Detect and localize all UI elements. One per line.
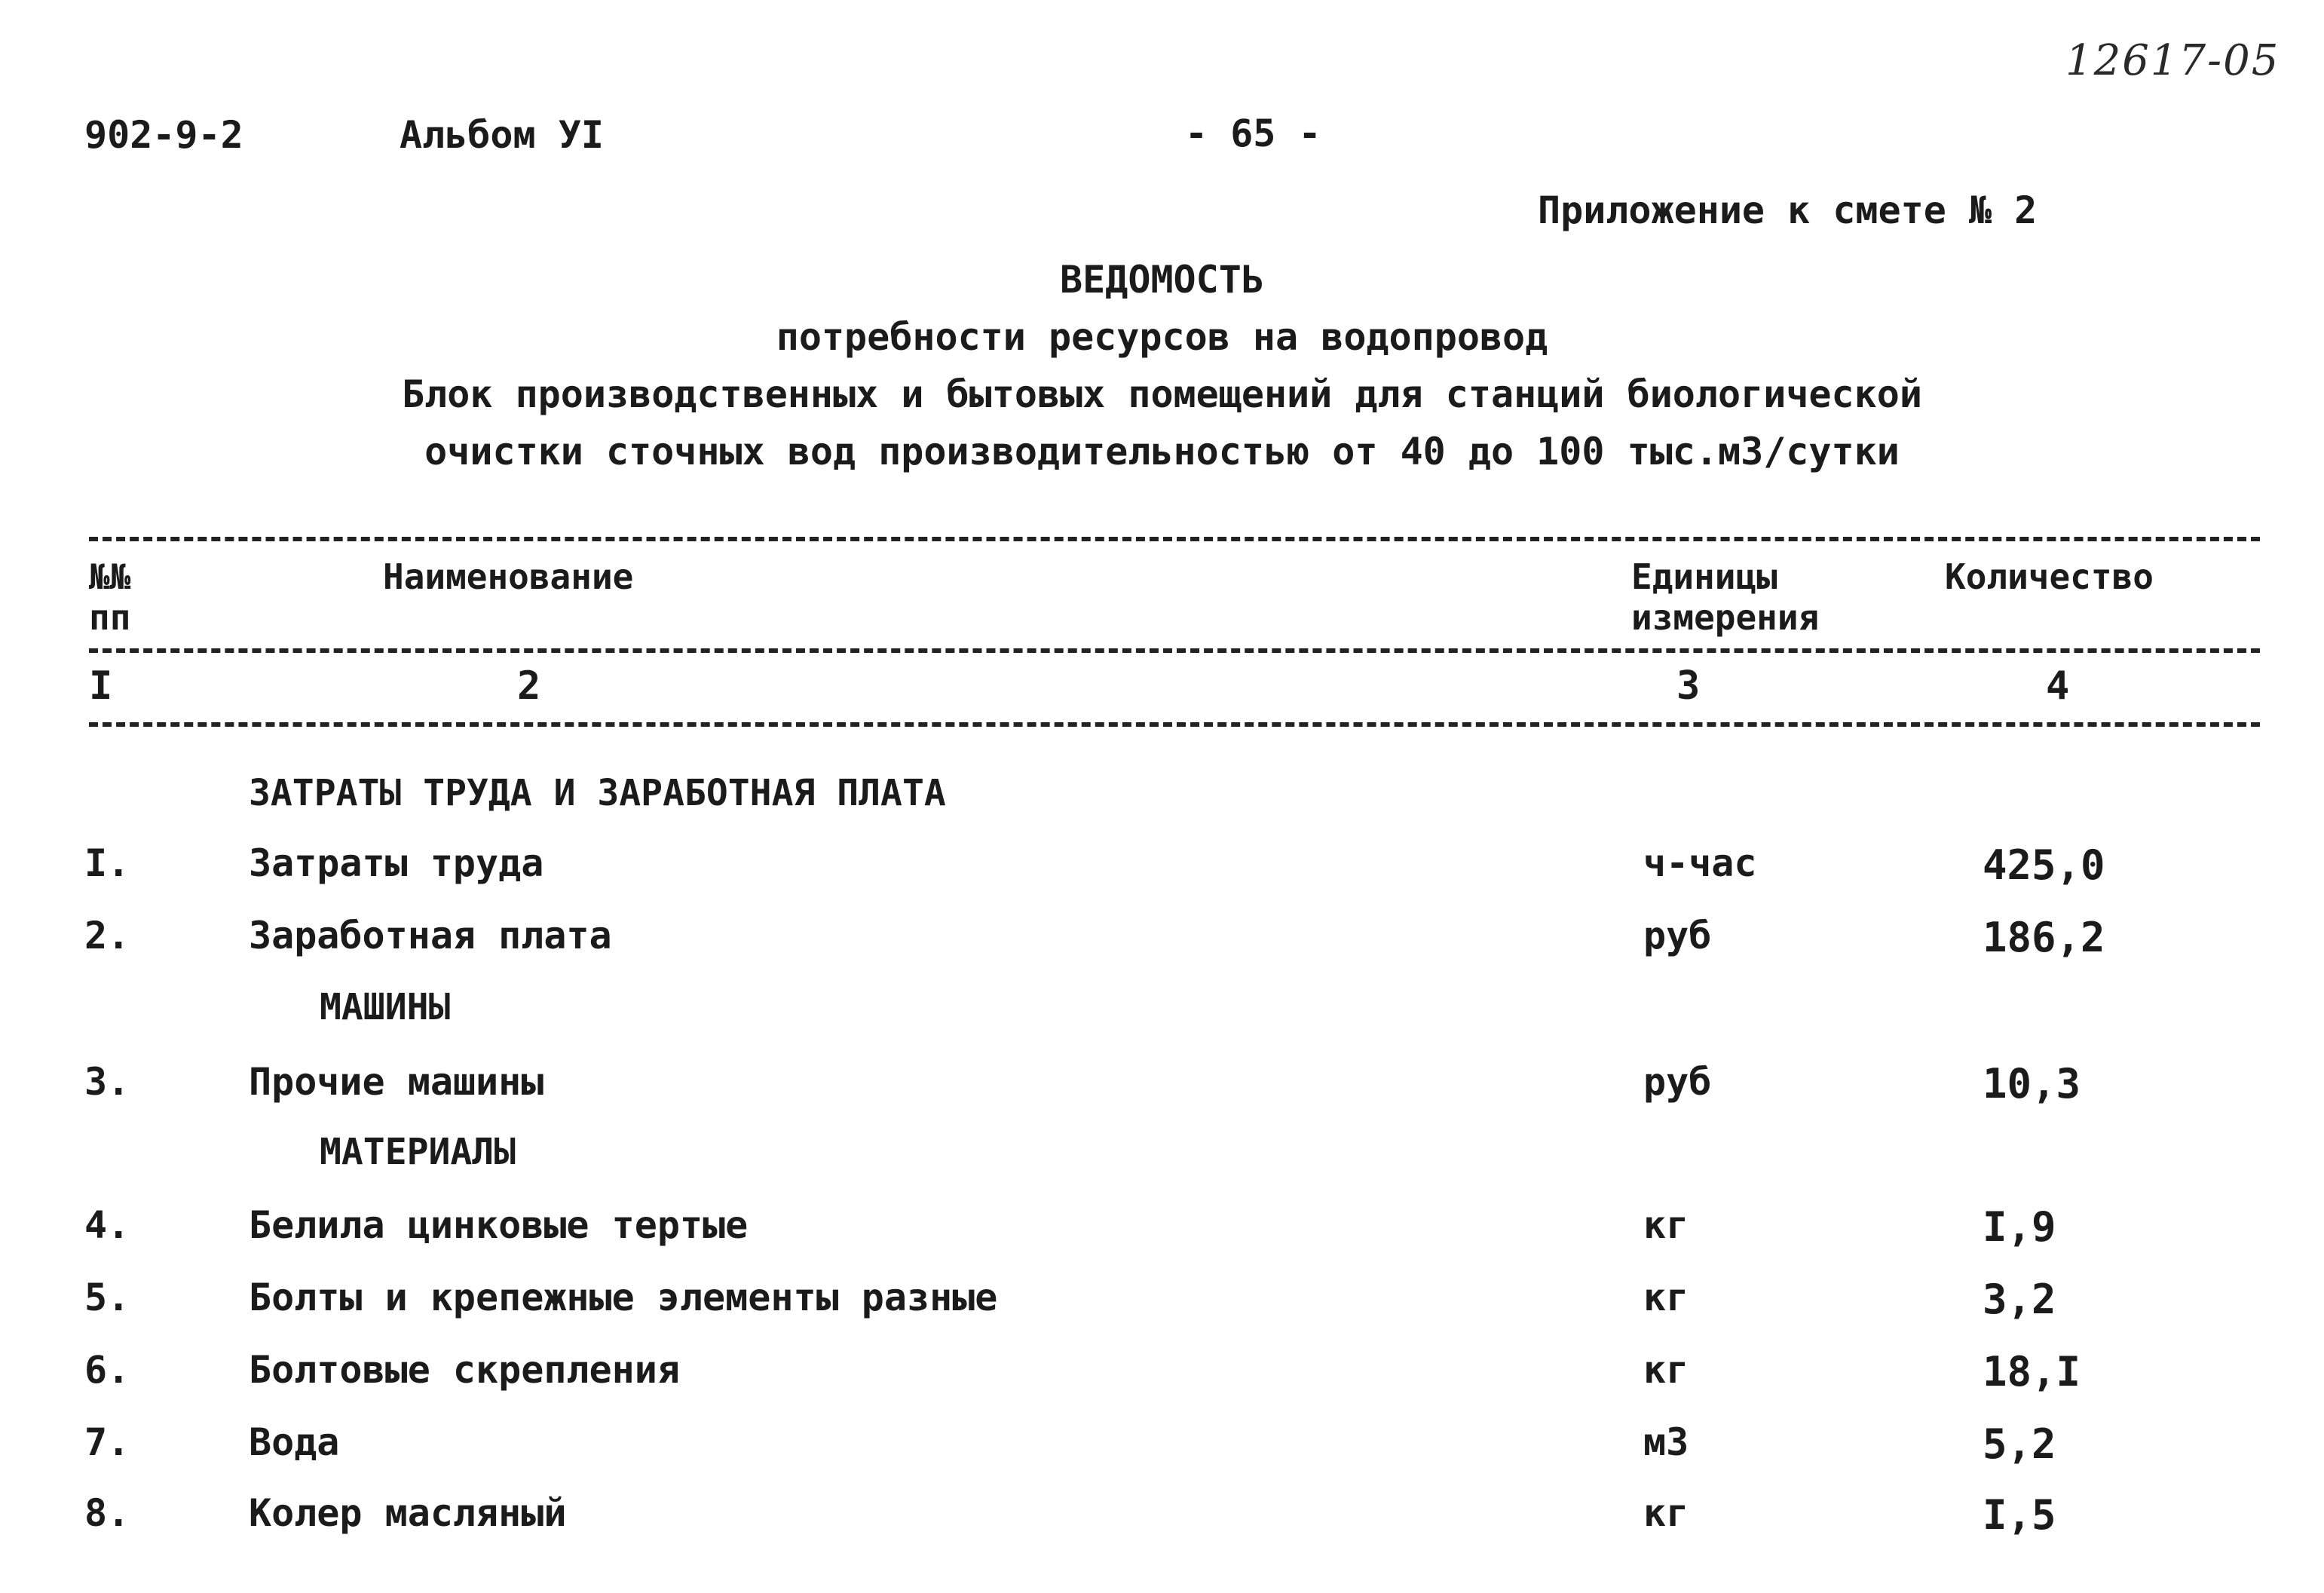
- row-unit: м3: [1643, 1420, 1689, 1464]
- row-name: Заработная плата: [249, 914, 612, 957]
- table-row: [0, 1348, 2324, 1401]
- column-header-name: Наименование: [383, 556, 634, 597]
- row-quantity: I,5: [1983, 1491, 2056, 1539]
- row-unit: кг: [1643, 1491, 1689, 1535]
- column-number-3: 3: [1676, 663, 1701, 709]
- row-unit: ч-час: [1643, 841, 1757, 885]
- column-number-4: 4: [2046, 663, 2070, 709]
- row-quantity: 18,I: [1983, 1348, 2081, 1395]
- title-object-line1: Блок производственных и бытовых помещений для станций биологической: [402, 372, 1922, 416]
- row-unit: кг: [1643, 1203, 1689, 1247]
- table-header-rule: [89, 648, 2260, 653]
- table-row: [0, 914, 2324, 967]
- column-header-number: [89, 556, 130, 638]
- title-object-line2: очистки сточных вод производительностью от 40 до 100 тыс.м3/сутки: [424, 430, 1900, 473]
- table-row: [0, 1203, 2324, 1256]
- row-quantity: 3,2: [1983, 1276, 2056, 1323]
- column-number-1: I: [89, 663, 113, 709]
- row-number: 7.: [84, 1420, 130, 1464]
- section-materials-heading: МАТЕРИАЛЫ: [320, 1131, 516, 1173]
- table-row: [0, 1060, 2324, 1113]
- row-name: Болты и крепежные элементы разные: [249, 1276, 998, 1319]
- row-quantity: I,9: [1983, 1203, 2056, 1251]
- album-label: Альбом УI: [400, 113, 604, 157]
- column-header-unit: [1631, 556, 1819, 638]
- table-row: [0, 841, 2324, 894]
- table-row: [0, 1276, 2324, 1328]
- row-unit: кг: [1643, 1348, 1689, 1392]
- row-name: Колер масляный: [249, 1491, 567, 1535]
- column-header-number-line1: №№: [89, 556, 131, 597]
- column-header-unit-line1: Единицы: [1631, 556, 1777, 597]
- row-number: 5.: [84, 1276, 130, 1319]
- row-unit: руб: [1643, 1060, 1712, 1104]
- column-number-2: 2: [517, 663, 541, 709]
- row-quantity: 10,3: [1983, 1060, 2081, 1107]
- row-quantity: 5,2: [1983, 1420, 2056, 1468]
- row-number: 2.: [84, 914, 130, 957]
- title-heading: ВЕДОМОСТЬ: [1060, 258, 1264, 302]
- row-name: Вода: [249, 1420, 340, 1464]
- row-quantity: 425,0: [1983, 841, 2105, 889]
- column-header-unit-line2: измерения: [1631, 597, 1820, 638]
- document-code: 902-9-2: [84, 113, 243, 157]
- table-top-rule: [89, 537, 2260, 541]
- row-number: 8.: [84, 1491, 130, 1535]
- section-machines-heading: МАШИНЫ: [320, 986, 451, 1028]
- section-labor-heading: ЗАТРАТЫ ТРУДА И ЗАРАБОТНАЯ ПЛАТА: [249, 772, 946, 814]
- page-number: - 65 -: [1185, 112, 1321, 155]
- table-row: [0, 1420, 2324, 1473]
- column-header-quantity: Количество: [1945, 556, 2154, 597]
- column-header-number-line2: пп: [89, 597, 131, 638]
- title-subtitle: потребности ресурсов на водопровод: [776, 315, 1548, 359]
- row-name: Болтовые скрепления: [249, 1348, 680, 1392]
- table-row: [0, 1491, 2324, 1544]
- row-name: Затраты труда: [249, 841, 544, 885]
- row-number: I.: [84, 841, 130, 885]
- table-column-number-rule: [89, 722, 2260, 727]
- row-quantity: 186,2: [1983, 914, 2105, 961]
- row-number: 6.: [84, 1348, 130, 1392]
- handwritten-document-number: 12617-05: [2065, 36, 2280, 85]
- row-number: 4.: [84, 1203, 130, 1247]
- row-name: Белила цинковые тертые: [249, 1203, 749, 1247]
- row-name: Прочие машины: [249, 1060, 544, 1104]
- row-number: 3.: [84, 1060, 130, 1104]
- appendix-label: Приложение к смете № 2: [1538, 188, 2038, 232]
- row-unit: кг: [1643, 1276, 1689, 1319]
- row-unit: руб: [1643, 914, 1712, 957]
